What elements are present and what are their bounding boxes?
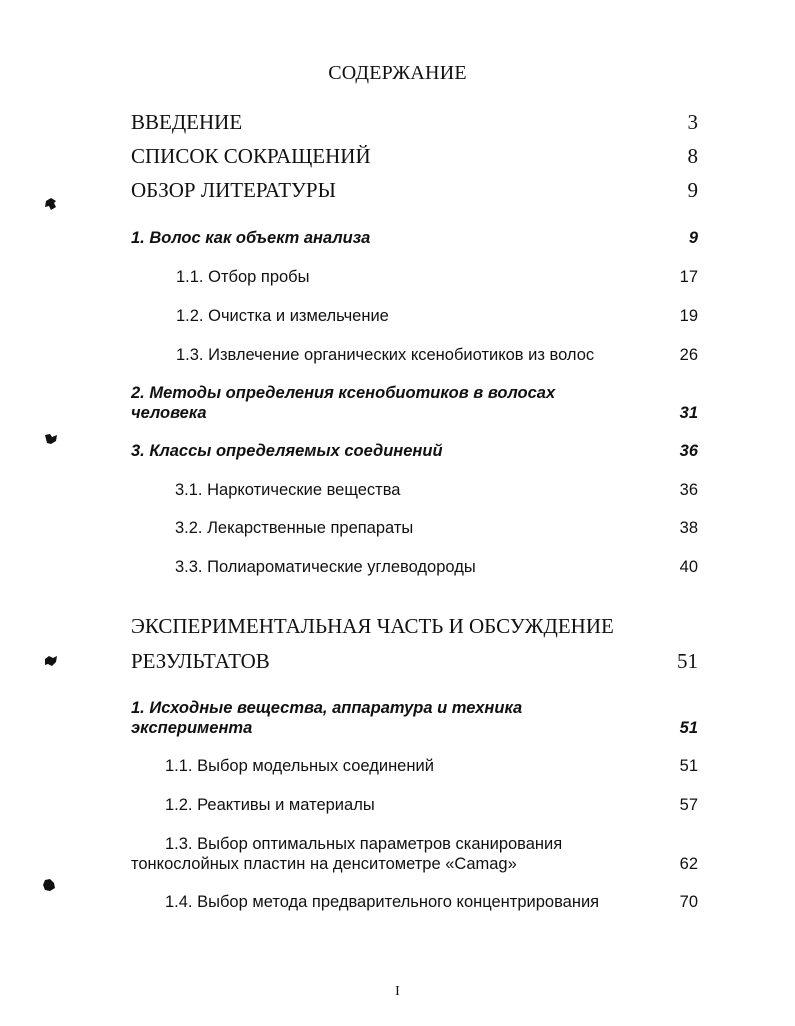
toc-label: 3.2. Лекарственные препараты [175, 519, 414, 537]
toc-page: 70 [679, 893, 698, 911]
toc-page: 36 [679, 481, 698, 499]
toc-label: 1.2. Очистка и измельчение [176, 307, 389, 325]
toc-page: 40 [679, 558, 698, 576]
toc-label: 1.4. Выбор метода предварительного концентрирования [165, 893, 600, 911]
toc-label: СПИСОК СОКРАЩЕНИЙ [131, 144, 371, 168]
toc-label-line1: 1. Исходные вещества, аппаратура и техника [131, 699, 523, 717]
toc-label: 3.1. Наркотические вещества [175, 481, 401, 499]
toc-label: 3. Классы определяемых соединений [131, 442, 443, 460]
toc-page: 51 [679, 719, 698, 737]
toc-page: 9 [688, 229, 698, 247]
toc-page: 9 [687, 178, 698, 202]
toc-label: 1.3. Извлечение органических ксенобиотиков из волос [176, 346, 595, 364]
toc-page: 19 [679, 307, 698, 325]
toc-label-line2: эксперимента [131, 719, 253, 737]
toc-page: 36 [679, 442, 698, 460]
toc-page: 8 [687, 144, 698, 168]
toc-label: 1.2. Реактивы и материалы [165, 796, 375, 814]
toc-page: 62 [679, 855, 698, 873]
toc-page: 57 [679, 796, 698, 814]
toc-label: 1. Волос как объект анализа [131, 229, 371, 247]
toc-page: 51 [677, 649, 698, 673]
page-number: I [395, 984, 400, 999]
scan-mark-icon [44, 654, 58, 668]
toc-page: 3 [687, 110, 698, 134]
toc-page: 17 [679, 268, 698, 286]
toc-label-line1: 2. Методы определения ксенобиотиков в волосах [131, 384, 556, 402]
scan-mark-icon [44, 432, 58, 446]
toc-label: 1.1. Отбор пробы [176, 268, 310, 286]
toc-label-line2: человека [131, 404, 207, 422]
toc-label-line1: 1.3. Выбор оптимальных параметров сканирования [165, 835, 563, 853]
toc-label: ВВЕДЕНИЕ [131, 110, 243, 134]
toc-label-line2: РЕЗУЛЬТАТОВ [131, 649, 270, 673]
toc-label: 3.3. Полиароматические углеводороды [175, 558, 476, 576]
toc-label: ОБЗОР ЛИТЕРАТУРЫ [131, 178, 336, 202]
toc-label-line1: ЭКСПЕРИМЕНТАЛЬНАЯ ЧАСТЬ И ОБСУЖДЕНИЕ [131, 614, 614, 638]
page-title: СОДЕРЖАНИЕ [328, 62, 467, 84]
toc-page: 51 [679, 757, 698, 775]
toc-label-line2: тонкослойных пластин на денситометре «Camag» [131, 855, 517, 873]
toc-page: 38 [679, 519, 698, 537]
toc-page: 26 [679, 346, 698, 364]
scan-mark-icon [42, 878, 56, 892]
scan-mark-icon [44, 197, 58, 211]
toc-page: 31 [679, 404, 698, 422]
toc-label: 1.1. Выбор модельных соединений [165, 757, 434, 775]
